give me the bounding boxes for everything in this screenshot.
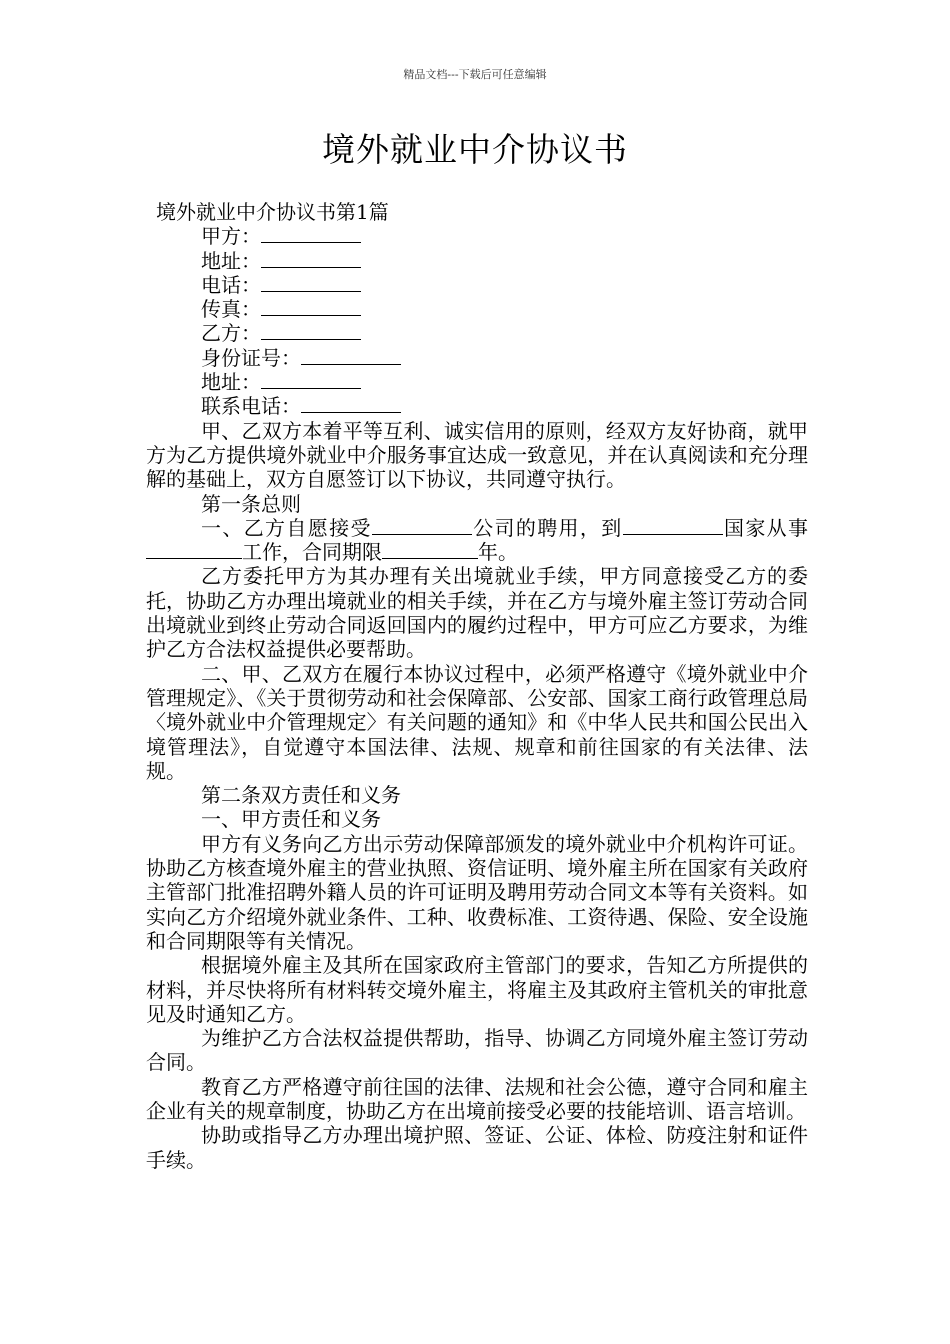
- field-address-b: [146, 370, 808, 394]
- field-party-a: [146, 224, 808, 248]
- field-party-b: [146, 321, 808, 345]
- blank-line: [382, 540, 478, 559]
- field-label: 电话：: [201, 272, 261, 297]
- blank-line: [372, 516, 472, 535]
- blank-line: [261, 249, 361, 268]
- article-2-paragraph: 根据境外雇主及其所在国家政府主管部门的要求，告知乙方所提供的材料，并尽快将所有材料转交境外雇主，将雇主及其政府主管机关的审批意见及时通知乙方。: [146, 953, 808, 1026]
- blank-line: [261, 273, 361, 292]
- blank-line: [146, 540, 242, 559]
- field-label: 传真：: [201, 297, 261, 322]
- field-fax: [146, 297, 808, 321]
- text-segment: 工作，合同期限: [242, 540, 382, 565]
- article-2-heading: 第二条双方责任和义务: [201, 783, 401, 808]
- article-2-sub-heading: 一、甲方责任和义务: [201, 807, 381, 832]
- document-subtitle: 境外就业中介协议书第1篇: [156, 200, 389, 224]
- field-phone: [146, 273, 808, 297]
- document-body: [146, 200, 808, 1172]
- article-1-paragraph-2: 乙方委托甲方为其办理有关出境就业手续，甲方同意接受乙方的委托，协助乙方办理出境就业的相关手续，并在乙方与境外雇主签订劳动合同出境就业到终止劳动合同返回国内的履约过程中，甲方可应乙方要求，为维护乙方合法权益提供必要帮助。: [146, 564, 808, 662]
- field-label: 地址：: [201, 370, 261, 395]
- text-segment: 国家从事: [722, 515, 809, 540]
- article-2-paragraph: 为维护乙方合法权益提供帮助，指导、协调乙方同境外雇主签订劳动合同。: [146, 1026, 808, 1075]
- article-1-paragraph-3: 二、甲、乙双方在履行本协议过程中，必须严格遵守《境外就业中介管理规定》、《关于贯彻劳动和社会保障部、公安部、国家工商行政管理总局〈境外就业中介管理规定〉有关问题的通知》和《中华人民共和国公民出入境管理法》，自觉遵守本国法律、法规、规章和前往国家的有关法律、法规。: [146, 661, 808, 783]
- blank-line: [623, 516, 723, 535]
- field-label: 甲方：: [201, 224, 261, 249]
- article-1-heading: 第一条总则: [201, 491, 301, 516]
- field-label: 地址：: [201, 248, 261, 273]
- blank-line: [261, 297, 361, 316]
- article-2-paragraph: 甲方有义务向乙方出示劳动保障部颁发的境外就业中介机构许可证。协助乙方核查境外雇主的营业执照、资信证明、境外雇主所在国家有关政府主管部门批准招聘外籍人员的许可证明及聘用劳动合同文本等有关资料。如实向乙方介绍境外就业条件、工种、收费标准、工资待遇、保险、安全设施和合同期限等有关情况。: [146, 831, 808, 953]
- intro-paragraph: 甲、乙双方本着平等互利、诚实信用的原则，经双方友好协商，就甲方为乙方提供境外就业中介服务事宜达成一致意见，并在认真阅读和充分理解的基础上，双方自愿签订以下协议，共同遵守执行。: [146, 418, 808, 492]
- article-2-paragraph: 教育乙方严格遵守前往国的法律、法规和社会公德，遵守合同和雇主企业有关的规章制度，协助乙方在出境前接受必要的技能培训、语言培训。: [146, 1074, 808, 1123]
- blank-line: [261, 321, 361, 340]
- document-title: 境外就业中介协议书: [322, 130, 628, 169]
- blank-line: [261, 224, 361, 243]
- field-address-a: [146, 249, 808, 273]
- field-contact-phone: [146, 394, 808, 418]
- text-segment: 公司的聘用，到: [471, 515, 623, 540]
- blank-line: [261, 370, 361, 389]
- text-segment: 年。: [478, 540, 518, 565]
- blank-line: [301, 346, 401, 365]
- field-label: 联系电话：: [201, 394, 301, 419]
- field-label: 身份证号：: [201, 345, 301, 370]
- header-note: 精品文档---下载后可任意编辑: [403, 68, 547, 81]
- article-2-paragraph: 协助或指导乙方办理出境护照、签证、公证、体检、防疫注射和证件手续。: [146, 1123, 808, 1172]
- field-id-number: [146, 346, 808, 370]
- text-segment: 一、乙方自愿接受: [201, 515, 372, 540]
- blank-line: [301, 394, 401, 413]
- article-1-clause-1: [146, 516, 808, 565]
- field-label: 乙方：: [201, 321, 261, 346]
